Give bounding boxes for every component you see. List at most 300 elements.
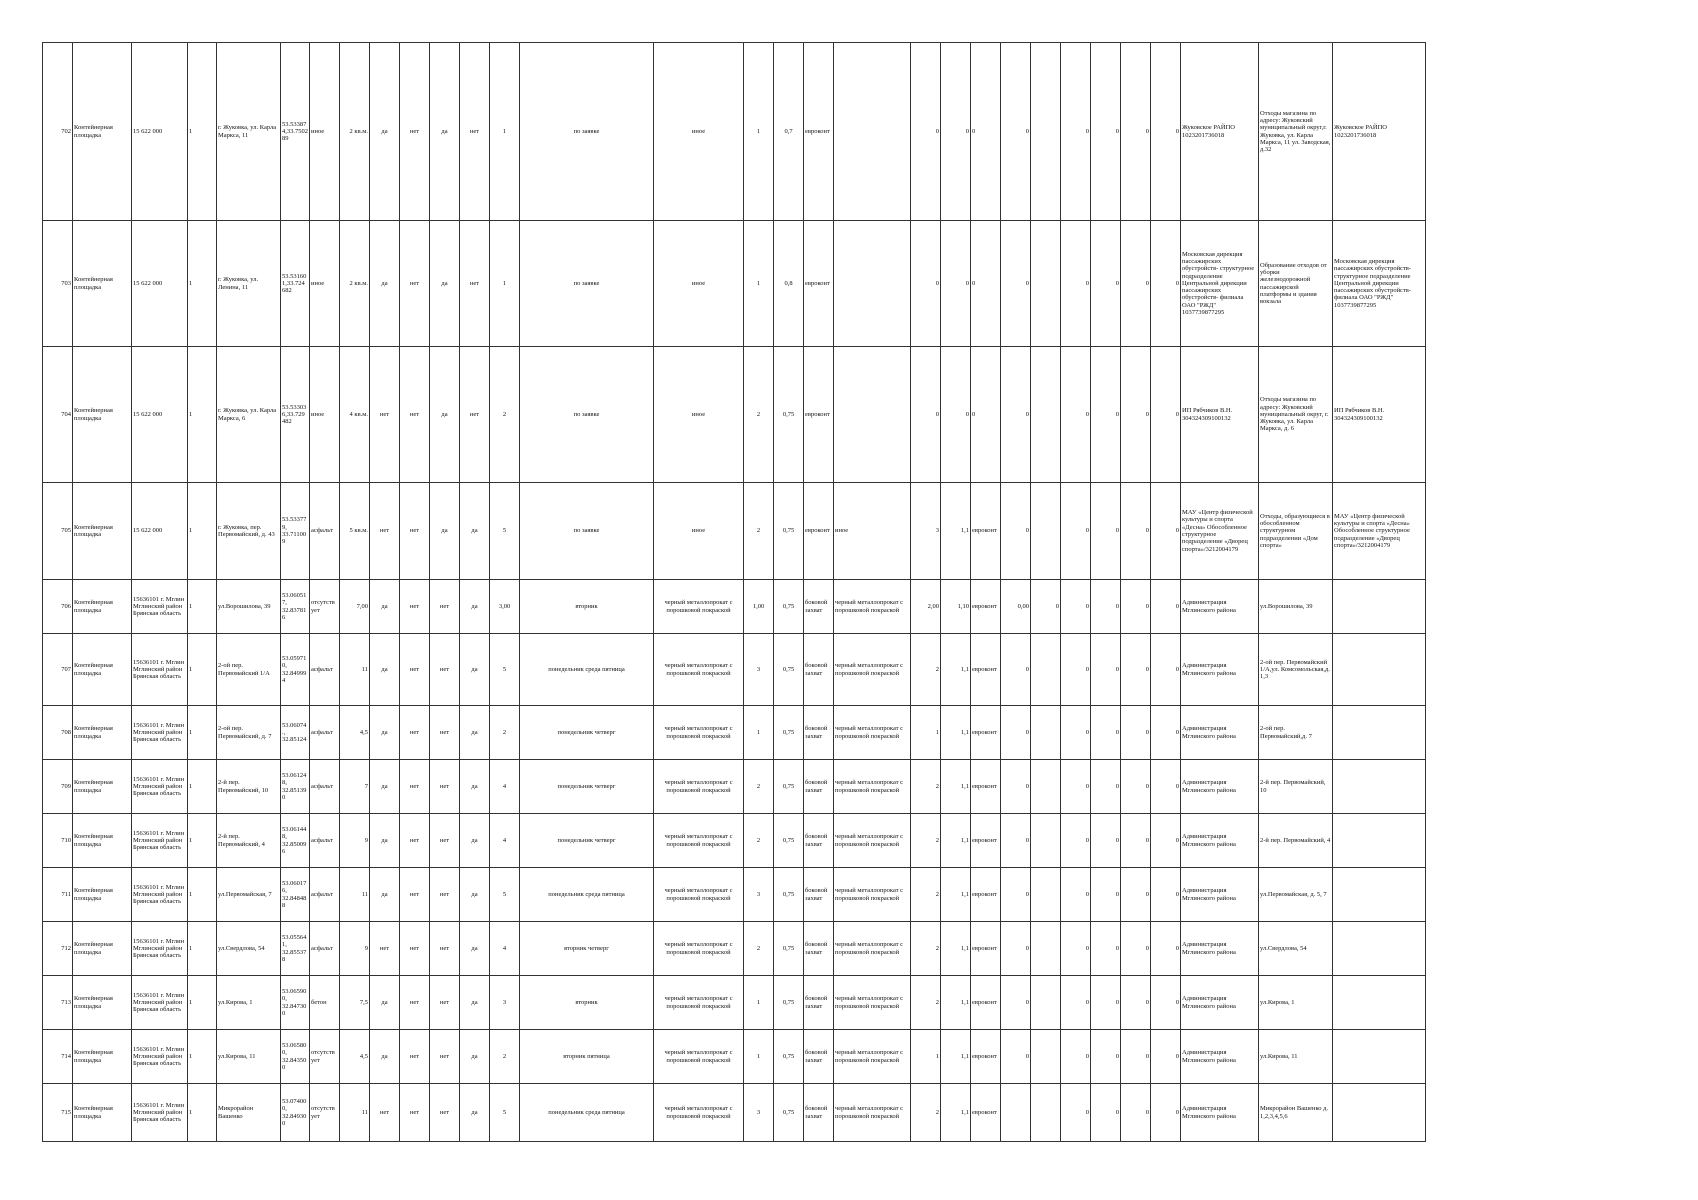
cell-owner: ИП Рябчиков В.Н. 304324309100132 [1181, 347, 1259, 483]
cell-c13: 3 [490, 976, 520, 1030]
cell-okato: 15636101 г. Мглин Мглинский район Брянская область [132, 1030, 188, 1084]
cell-c16: 1 [744, 221, 774, 347]
cell-c18: евроконт [804, 347, 834, 483]
cell-c18: боковой захват [804, 760, 834, 814]
cell-c10: нет [400, 814, 430, 868]
cell-c25: 0 [1061, 814, 1091, 868]
cell-c28: 0 [1151, 1030, 1181, 1084]
cell-c19 [834, 221, 911, 347]
cell-c10: нет [400, 1084, 430, 1142]
cell-owner: Администрация Мглинского района [1181, 922, 1259, 976]
cell-c33 [1333, 760, 1426, 814]
table-row [43, 483, 1426, 580]
cell-c10: нет [400, 221, 430, 347]
cell-c4: 1 [188, 1030, 217, 1084]
cell-c12: да [460, 1084, 490, 1142]
cell-area: 2 кв.м. [340, 221, 370, 347]
cell-c24 [1031, 43, 1061, 221]
cell-c27: 0 [1121, 1030, 1151, 1084]
cell-c16: 2 [744, 922, 774, 976]
table-row [43, 347, 1426, 483]
cell-source: ул.Свердлова, 54 [1259, 922, 1333, 976]
cell-c9: нет [370, 922, 400, 976]
cell-c10: нет [400, 760, 430, 814]
cell-c28: 0 [1151, 347, 1181, 483]
cell-c33 [1333, 922, 1426, 976]
cell-c23: 0 [1001, 814, 1031, 868]
cell-c17: 0,75 [774, 814, 804, 868]
cell-source: Отходы, образующиеся в обособленном структурном подразделении «Дом спорта» [1259, 483, 1333, 580]
cell-type: Контейнерная площадка [73, 43, 132, 221]
cell-c23: 0 [1001, 1030, 1031, 1084]
cell-c28: 0 [1151, 868, 1181, 922]
cell-c4: 1 [188, 43, 217, 221]
cell-c23: 0 [1001, 43, 1031, 221]
cell-area: 2 кв.м. [340, 43, 370, 221]
cell-c18: боковой захват [804, 1030, 834, 1084]
cell-schedule: понедельник среда пятница [520, 868, 654, 922]
cell-c16: 1 [744, 706, 774, 760]
cell-c20: 2 [911, 814, 941, 868]
cell-c26: 0 [1091, 976, 1121, 1030]
cell-c24: 0 [1031, 580, 1061, 634]
cell-c33 [1333, 1084, 1426, 1142]
cell-c22: евроконт [971, 1084, 1001, 1142]
cell-c17: 0,7 [774, 43, 804, 221]
cell-address: 2-й пер. Первомайский, 4 [217, 814, 281, 868]
cell-c4: 1 [188, 634, 217, 706]
cell-coords: 53.05971 0, 32.84999 4 [281, 634, 310, 706]
cell-area: 5 кв.м. [340, 483, 370, 580]
cell-c22: евроконт [971, 922, 1001, 976]
cell-c26: 0 [1091, 43, 1121, 221]
cell-c11: нет [430, 634, 460, 706]
cell-schedule: вторник четверг [520, 922, 654, 976]
cell-c25: 0 [1061, 483, 1091, 580]
cell-c4: 1 [188, 347, 217, 483]
cell-coords: 53.53377 9, 33.71100 9 [281, 483, 310, 580]
cell-c27: 0 [1121, 221, 1151, 347]
cell-coords: 53.07400 0, 32.84930 0 [281, 1084, 310, 1142]
cell-type: Контейнерная площадка [73, 760, 132, 814]
cell-c27: 0 [1121, 976, 1151, 1030]
cell-okato: 15636101 г. Мглин Мглинский район Брянская область [132, 706, 188, 760]
cell-c4: 1 [188, 814, 217, 868]
cell-c22: евроконт [971, 868, 1001, 922]
cell-c19: черный металлопрокат с порошковой покраской [834, 634, 911, 706]
cell-c20: 1 [911, 1030, 941, 1084]
cell-material: черный металлопрокат с порошковой покраской [654, 706, 744, 760]
cell-c12: да [460, 868, 490, 922]
cell-c13: 1 [490, 43, 520, 221]
cell-c10: нет [400, 922, 430, 976]
cell-material: иное [654, 483, 744, 580]
cell-c13: 4 [490, 922, 520, 976]
cell-c22: 0 [971, 347, 1001, 483]
cell-c10: нет [400, 706, 430, 760]
cell-address: ул.Кирова, 1 [217, 976, 281, 1030]
cell-c24 [1031, 814, 1061, 868]
cell-c33 [1333, 814, 1426, 868]
cell-c20: 2 [911, 634, 941, 706]
cell-c10: нет [400, 483, 430, 580]
cell-material: черный металлопрокат с порошковой покраской [654, 1084, 744, 1142]
registry-table [42, 42, 1426, 1142]
cell-owner: Жуковское РАЙПО 1023201736018 [1181, 43, 1259, 221]
cell-c16: 1 [744, 1030, 774, 1084]
cell-c20: 2 [911, 1084, 941, 1142]
cell-c10: нет [400, 1030, 430, 1084]
cell-coords: 53.06051 7, 32.83781 6 [281, 580, 310, 634]
cell-c25: 0 [1061, 580, 1091, 634]
cell-c18: евроконт [804, 221, 834, 347]
cell-c25: 0 [1061, 347, 1091, 483]
cell-c18: боковой захват [804, 922, 834, 976]
cell-coords: 53.53303 6,33.729 482 [281, 347, 310, 483]
cell-area: 11 [340, 1084, 370, 1142]
cell-c11: нет [430, 922, 460, 976]
cell-c16: 2 [744, 814, 774, 868]
cell-area: 4 кв.м. [340, 347, 370, 483]
cell-coords: 53.06017 6, 32.84848 8 [281, 868, 310, 922]
cell-c20: 3 [911, 483, 941, 580]
cell-c10: нет [400, 43, 430, 221]
cell-c24 [1031, 1030, 1061, 1084]
cell-okato: 15636101 г. Мглин Мглинский район Брянская область [132, 814, 188, 868]
cell-c20: 2 [911, 868, 941, 922]
cell-c9: да [370, 634, 400, 706]
cell-schedule: понедельник четверг [520, 706, 654, 760]
cell-schedule: по заявке [520, 347, 654, 483]
cell-schedule: вторник [520, 580, 654, 634]
cell-schedule: вторник [520, 976, 654, 1030]
table-row [43, 1084, 1426, 1142]
cell-c13: 1 [490, 221, 520, 347]
cell-c9: да [370, 814, 400, 868]
cell-schedule: по заявке [520, 483, 654, 580]
cell-coords: 53.53387 4,33.7502 89 [281, 43, 310, 221]
cell-material: черный металлопрокат с порошковой покраской [654, 634, 744, 706]
cell-surface: отсутств ует [310, 1030, 340, 1084]
cell-c21: 1,1 [941, 760, 971, 814]
cell-c18: боковой захват [804, 976, 834, 1030]
cell-c19: черный металлопрокат с порошковой покраской [834, 1030, 911, 1084]
cell-source: ул.Кирова, 11 [1259, 1030, 1333, 1084]
cell-c18: евроконт [804, 483, 834, 580]
cell-c9: да [370, 580, 400, 634]
cell-c25: 0 [1061, 922, 1091, 976]
cell-type: Контейнерная площадка [73, 1084, 132, 1142]
cell-c27: 0 [1121, 347, 1151, 483]
cell-owner: Московская дирекция пассажирских обустройств- структурное подразделение Центральной дирекции пассажирских обустройств- филиала ОАО "РЖД" 1037739877295 [1181, 221, 1259, 347]
cell-c25: 0 [1061, 221, 1091, 347]
cell-no: 705 [43, 483, 73, 580]
cell-c23 [1001, 1084, 1031, 1142]
cell-c12: да [460, 580, 490, 634]
cell-c13: 2 [490, 1030, 520, 1084]
cell-c22: евроконт [971, 580, 1001, 634]
table-row [43, 706, 1426, 760]
cell-c19: черный металлопрокат с порошковой покраской [834, 868, 911, 922]
cell-schedule: понедельник среда пятница [520, 1084, 654, 1142]
cell-c26: 0 [1091, 483, 1121, 580]
cell-schedule: по заявке [520, 221, 654, 347]
cell-c27: 0 [1121, 43, 1151, 221]
cell-surface: иное [310, 43, 340, 221]
cell-c4: 1 [188, 976, 217, 1030]
cell-c28: 0 [1151, 580, 1181, 634]
cell-c21: 0 [941, 347, 971, 483]
cell-owner: Администрация Мглинского района [1181, 976, 1259, 1030]
cell-area: 4,5 [340, 706, 370, 760]
cell-c16: 1,00 [744, 580, 774, 634]
cell-c17: 0,75 [774, 483, 804, 580]
cell-c23: 0,00 [1001, 580, 1031, 634]
cell-c16: 2 [744, 347, 774, 483]
cell-source: Отходы магазина по адресу: Жуковский муниципальный округ,г. Жуковка, ул. Карла Маркса, 11 ул. Заводская, д.32 [1259, 43, 1333, 221]
cell-c27: 0 [1121, 634, 1151, 706]
cell-c21: 1,1 [941, 922, 971, 976]
cell-c11: нет [430, 580, 460, 634]
cell-c24 [1031, 868, 1061, 922]
cell-c24 [1031, 483, 1061, 580]
cell-c4: 1 [188, 221, 217, 347]
cell-c11: да [430, 221, 460, 347]
cell-c21: 0 [941, 221, 971, 347]
cell-c4: 1 [188, 922, 217, 976]
cell-material: черный металлопрокат с порошковой покраской [654, 976, 744, 1030]
cell-c9: да [370, 976, 400, 1030]
cell-material: иное [654, 347, 744, 483]
cell-c33 [1333, 706, 1426, 760]
cell-c21: 1,1 [941, 634, 971, 706]
cell-type: Контейнерная площадка [73, 976, 132, 1030]
cell-c18: боковой захват [804, 1084, 834, 1142]
cell-c26: 0 [1091, 706, 1121, 760]
cell-c12: нет [460, 43, 490, 221]
cell-c17: 0,75 [774, 868, 804, 922]
cell-c12: да [460, 706, 490, 760]
cell-c16: 2 [744, 760, 774, 814]
cell-c23: 0 [1001, 922, 1031, 976]
cell-source: Образование отходов от уборки железнодорожной пассажирской платформы и здания вокзала [1259, 221, 1333, 347]
cell-c25: 0 [1061, 868, 1091, 922]
table-row [43, 43, 1426, 221]
cell-type: Контейнерная площадка [73, 580, 132, 634]
cell-owner: Администрация Мглинского района [1181, 814, 1259, 868]
cell-no: 714 [43, 1030, 73, 1084]
cell-c11: да [430, 483, 460, 580]
cell-c21: 1,1 [941, 483, 971, 580]
cell-no: 707 [43, 634, 73, 706]
cell-c20: 2 [911, 922, 941, 976]
cell-c13: 4 [490, 760, 520, 814]
cell-okato: 15 622 000 [132, 221, 188, 347]
cell-okato: 15 622 000 [132, 43, 188, 221]
cell-c12: да [460, 1030, 490, 1084]
cell-c28: 0 [1151, 814, 1181, 868]
cell-c19 [834, 43, 911, 221]
cell-c11: нет [430, 976, 460, 1030]
cell-c26: 0 [1091, 634, 1121, 706]
cell-c9: да [370, 706, 400, 760]
table-row [43, 221, 1426, 347]
cell-c18: боковой захват [804, 706, 834, 760]
cell-material: черный металлопрокат с порошковой покраской [654, 760, 744, 814]
cell-c33: Жуковское РАЙПО 1023201736018 [1333, 43, 1426, 221]
table-row [43, 760, 1426, 814]
cell-okato: 15636101 г. Мглин Мглинский район Брянская область [132, 634, 188, 706]
cell-owner: Администрация Мглинского района [1181, 634, 1259, 706]
cell-c17: 0,75 [774, 1030, 804, 1084]
cell-source: 2-й пер. Первомайский, 4 [1259, 814, 1333, 868]
cell-source: Отходы магазина по адресу: Жуковский муниципальный округ, г. Жуковка, ул. Карла Маркса, д. 6 [1259, 347, 1333, 483]
cell-c27: 0 [1121, 483, 1151, 580]
cell-surface: асфальт [310, 483, 340, 580]
cell-c33 [1333, 1030, 1426, 1084]
cell-c11: нет [430, 706, 460, 760]
cell-c24 [1031, 976, 1061, 1030]
cell-c25: 0 [1061, 760, 1091, 814]
cell-c26: 0 [1091, 221, 1121, 347]
cell-c4: 1 [188, 1084, 217, 1142]
cell-surface: асфальт [310, 814, 340, 868]
cell-material: черный металлопрокат с порошковой покраской [654, 814, 744, 868]
cell-c17: 0,75 [774, 580, 804, 634]
cell-c28: 0 [1151, 221, 1181, 347]
cell-c4: 1 [188, 483, 217, 580]
cell-c25: 0 [1061, 976, 1091, 1030]
cell-coords: 53.06124 8, 32.85139 0 [281, 760, 310, 814]
cell-c19 [834, 347, 911, 483]
cell-c21: 1,10 [941, 580, 971, 634]
cell-c26: 0 [1091, 760, 1121, 814]
cell-c19: черный металлопрокат с порошковой покраской [834, 814, 911, 868]
cell-owner: Администрация Мглинского района [1181, 1084, 1259, 1142]
cell-c18: боковой захват [804, 868, 834, 922]
cell-c10: нет [400, 347, 430, 483]
cell-c12: да [460, 922, 490, 976]
cell-address: 2-ой пер. Первомайский 1/А [217, 634, 281, 706]
registry-sheet [42, 42, 1426, 1142]
cell-c17: 0,75 [774, 976, 804, 1030]
cell-surface: отсутств ует [310, 580, 340, 634]
cell-no: 702 [43, 43, 73, 221]
cell-c20: 2,00 [911, 580, 941, 634]
cell-c24 [1031, 760, 1061, 814]
cell-c12: да [460, 634, 490, 706]
cell-c10: нет [400, 634, 430, 706]
cell-type: Контейнерная площадка [73, 922, 132, 976]
cell-source: 2-ой пер. Первомайский,д. 7 [1259, 706, 1333, 760]
cell-okato: 15 622 000 [132, 347, 188, 483]
cell-c10: нет [400, 868, 430, 922]
cell-no: 706 [43, 580, 73, 634]
cell-c27: 0 [1121, 760, 1151, 814]
cell-coords: 53.06590 0, 32.84730 0 [281, 976, 310, 1030]
cell-c16: 2 [744, 483, 774, 580]
cell-c4: 1 [188, 868, 217, 922]
cell-c13: 5 [490, 483, 520, 580]
cell-coords: 53.06580 0, 32.84350 0 [281, 1030, 310, 1084]
cell-area: 7,5 [340, 976, 370, 1030]
cell-type: Контейнерная площадка [73, 1030, 132, 1084]
cell-c26: 0 [1091, 814, 1121, 868]
cell-c12: нет [460, 347, 490, 483]
cell-c25: 0 [1061, 634, 1091, 706]
table-row [43, 580, 1426, 634]
cell-surface: асфальт [310, 634, 340, 706]
cell-address: г. Жуковка, ул. Карла Маркса, 11 [217, 43, 281, 221]
cell-c9: да [370, 760, 400, 814]
cell-c33: МАУ «Центр физической культуры и спорта «Десна» Обособленное структурное подразделение «Дворец спорта»/3212004179 [1333, 483, 1426, 580]
cell-c11: да [430, 43, 460, 221]
cell-coords: 53.06074 ., 32.85124 [281, 706, 310, 760]
cell-owner: Администрация Мглинского района [1181, 868, 1259, 922]
cell-c11: нет [430, 1030, 460, 1084]
cell-okato: 15636101 г. Мглин Мглинский район Брянская область [132, 580, 188, 634]
cell-c9: нет [370, 347, 400, 483]
cell-c24 [1031, 706, 1061, 760]
cell-coords: 53.06144 8, 32.85009 6 [281, 814, 310, 868]
cell-type: Контейнерная площадка [73, 634, 132, 706]
cell-c22: 0 [971, 221, 1001, 347]
cell-c26: 0 [1091, 347, 1121, 483]
table-row [43, 634, 1426, 706]
cell-no: 710 [43, 814, 73, 868]
cell-c22: евроконт [971, 814, 1001, 868]
cell-c11: нет [430, 1084, 460, 1142]
cell-c27: 0 [1121, 706, 1151, 760]
cell-c23: 0 [1001, 976, 1031, 1030]
cell-owner: Администрация Мглинского района [1181, 760, 1259, 814]
cell-c27: 0 [1121, 868, 1151, 922]
cell-c12: да [460, 814, 490, 868]
cell-c28: 0 [1151, 1084, 1181, 1142]
cell-c28: 0 [1151, 760, 1181, 814]
cell-c17: 0,75 [774, 922, 804, 976]
cell-c27: 0 [1121, 580, 1151, 634]
cell-coords: 53.05564 1, 32.85537 8 [281, 922, 310, 976]
cell-c12: да [460, 976, 490, 1030]
cell-c22: 0 [971, 43, 1001, 221]
cell-type: Контейнерная площадка [73, 347, 132, 483]
cell-c17: 0,75 [774, 634, 804, 706]
cell-surface: асфальт [310, 706, 340, 760]
cell-material: иное [654, 43, 744, 221]
cell-area: 4,5 [340, 1030, 370, 1084]
cell-c17: 0,8 [774, 221, 804, 347]
cell-c21: 1,1 [941, 1084, 971, 1142]
cell-c20: 1 [911, 706, 941, 760]
cell-c33 [1333, 976, 1426, 1030]
cell-c18: евроконт [804, 43, 834, 221]
cell-c23: 0 [1001, 706, 1031, 760]
cell-surface: асфальт [310, 868, 340, 922]
cell-address: ул.Свердлова, 54 [217, 922, 281, 976]
cell-type: Контейнерная площадка [73, 221, 132, 347]
cell-c33 [1333, 580, 1426, 634]
cell-schedule: понедельник четверг [520, 760, 654, 814]
cell-no: 715 [43, 1084, 73, 1142]
cell-c28: 0 [1151, 483, 1181, 580]
cell-c18: боковой захват [804, 634, 834, 706]
cell-c25: 0 [1061, 1030, 1091, 1084]
cell-material: иное [654, 221, 744, 347]
cell-material: черный металлопрокат с порошковой покраской [654, 922, 744, 976]
cell-c19: черный металлопрокат с порошковой покраской [834, 976, 911, 1030]
cell-c10: нет [400, 976, 430, 1030]
